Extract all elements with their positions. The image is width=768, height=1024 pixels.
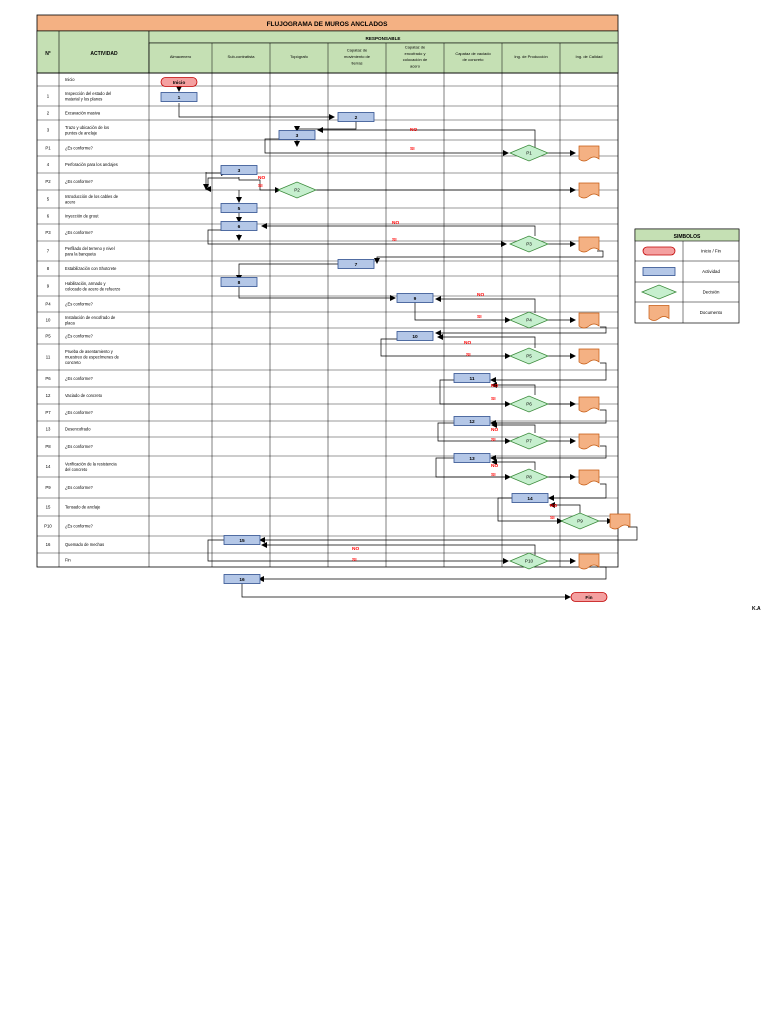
page-title: FLUJOGRAMA DE MUROS ANCLADOS (266, 21, 388, 28)
end-terminal-label: Fin (585, 595, 593, 601)
connector-line (265, 139, 508, 153)
row-activity: Inicio (65, 77, 75, 83)
decision-label: P8 (526, 474, 532, 480)
no-label: NO (410, 128, 418, 133)
yes-label: SI (550, 516, 555, 521)
document-shape (579, 349, 599, 364)
activity-box-label: 3 (295, 134, 299, 139)
decision-label: P10 (524, 558, 534, 564)
role-header-3: Capataz de (346, 47, 368, 53)
row-num: 15 (45, 504, 51, 510)
connector-line (239, 286, 395, 298)
row-activity: Verificación de la resistencia (65, 461, 117, 467)
connector-line (206, 178, 239, 189)
decision-label: P1 (526, 150, 532, 156)
document-shape (610, 514, 630, 529)
yes-label: SI (352, 558, 357, 563)
no-label: NO (491, 428, 499, 433)
decision-label: P6 (526, 401, 532, 407)
activity-box-label: 1 (177, 96, 181, 101)
yes-label: SI (491, 397, 496, 402)
row-activity: del concreto (65, 466, 88, 472)
activity-box-label: 6 (237, 225, 241, 230)
row-activity: Perforación para los anclajes (65, 162, 118, 168)
connector-line (491, 446, 606, 458)
activity-box-label: 7 (354, 263, 358, 268)
row-activity: Vaciado de concreto (65, 393, 103, 399)
start-terminal-label: Inicio (172, 80, 186, 86)
row-num: 4 (46, 162, 50, 168)
activity-box-label: 15 (239, 539, 245, 544)
connector-line (259, 567, 606, 579)
connector-line (440, 380, 510, 404)
row-activity: ¿Es conforme? (65, 333, 93, 339)
row-activity: placa (65, 320, 75, 326)
row-activity: ¿Es conforme? (65, 523, 93, 529)
connector-line (377, 251, 603, 263)
yes-label: SI (392, 238, 397, 243)
connector-line (242, 583, 570, 597)
row-activity: ¿Es conforme? (65, 145, 93, 151)
row-activity: puntos de anclaje (65, 130, 98, 136)
connector-line (262, 226, 535, 236)
row-num: 12 (45, 393, 51, 399)
row-num: 3 (46, 127, 50, 133)
legend-label: Decisión (702, 289, 720, 295)
row-num: 13 (45, 426, 51, 432)
document-shape (579, 237, 599, 252)
decision-label: P3 (526, 241, 532, 247)
row-num: 10 (45, 317, 51, 323)
row-num: 5 (46, 196, 50, 202)
connector-line (492, 425, 535, 433)
role-header-4: Capataz de (404, 44, 426, 50)
role-header-4: encofrado y (404, 50, 426, 56)
connector-line (415, 302, 510, 320)
activity-box-label: 3 (237, 169, 241, 174)
activity-box-label: 5 (237, 207, 241, 212)
row-activity: colocado de acero de refuerzo (65, 286, 121, 292)
connector-line (262, 545, 535, 555)
connector-line (492, 385, 535, 395)
role-header-0: Almacenero (169, 54, 192, 59)
header-activity: ACTIVIDAD (90, 51, 118, 57)
activity-box-label: 12 (469, 420, 475, 425)
role-header-2: Topógrafo (290, 54, 308, 59)
document-shape (579, 146, 599, 161)
row-activity: muestreo de especímenes de (65, 354, 119, 360)
row-num: P5 (45, 333, 51, 339)
activity-box-label: 14 (527, 497, 533, 502)
row-activity: para la banqueta (65, 251, 96, 257)
role-header-3: movimiento de (343, 54, 371, 59)
role-header-1: Sub-contratista (227, 54, 255, 59)
connector-line (381, 339, 510, 356)
row-num: 16 (45, 542, 51, 548)
activity-box-label: 9 (413, 297, 417, 302)
row-activity: Inyección de grout (65, 213, 99, 219)
row-activity: Inspección del estado del (65, 90, 112, 96)
no-label: NO (464, 341, 472, 346)
document-shape (579, 434, 599, 449)
legend-process-icon (643, 268, 675, 276)
row-texts (44, 77, 121, 562)
row-activity: ¿Es conforme? (65, 485, 93, 491)
activity-box-label: 16 (239, 578, 245, 583)
row-activity: ¿Es conforme? (65, 301, 93, 307)
row-num: P2 (45, 179, 51, 185)
row-num: P1 (45, 145, 51, 151)
no-label: NO (392, 221, 400, 226)
activity-box-label: 11 (469, 377, 475, 382)
decision-label: P7 (526, 438, 532, 444)
legend-title: SIMBOLOS (673, 234, 701, 240)
document-shape (579, 397, 599, 412)
row-num: P4 (45, 301, 51, 307)
activity-box-label: 8 (237, 281, 241, 286)
row-num: 8 (46, 266, 50, 272)
row-num: P7 (45, 410, 51, 416)
decision-label: P4 (526, 317, 532, 323)
header-responsible: RESPONSABLE (365, 36, 401, 41)
role-header-6: Ing. de Producción (514, 54, 548, 59)
role-header-4: colocación de (402, 57, 428, 63)
no-label: NO (258, 176, 266, 181)
row-activity: Fin (65, 557, 71, 563)
yes-label: SI (491, 473, 496, 478)
yes-label: SI (410, 147, 415, 152)
row-activity: ¿Es conforme? (65, 230, 93, 236)
yes-label: SI (466, 353, 471, 358)
document-shape (579, 313, 599, 328)
yes-label: SI (477, 315, 482, 320)
row-num: P9 (45, 485, 51, 491)
row-activity: Introducción de los cables de (65, 193, 119, 199)
no-label: NO (491, 384, 499, 389)
row-activity: Estabilización con Shotcrete (65, 266, 117, 272)
role-header-4: acero (409, 63, 421, 69)
row-num: 6 (46, 213, 50, 219)
connector-line (208, 230, 506, 244)
yes-label: SI (258, 184, 263, 189)
row-num: 14 (45, 464, 51, 470)
connector-line (179, 103, 334, 117)
no-label: NO (491, 464, 499, 469)
role-header-7: Ing. de Calidad (575, 54, 603, 59)
row-activity: Quemado de mechas (65, 542, 105, 548)
row-activity: Habilitación, armado y (65, 280, 106, 286)
role-header-3: tierras (351, 60, 363, 66)
connector-line (318, 130, 535, 148)
yes-label: SI (491, 438, 496, 443)
row-activity: acero (65, 199, 76, 205)
document-shape (579, 470, 599, 485)
decision-label: P5 (526, 353, 532, 359)
author-initials: K.A (752, 606, 761, 612)
row-activity: Tensado de anclaje (65, 504, 101, 510)
row-num: P6 (45, 376, 51, 382)
row-activity: ¿Es conforme? (65, 410, 93, 416)
role-header-5: Capataz de vaciado (455, 50, 491, 56)
connector-line (438, 337, 535, 348)
row-activity: Instalación de encofrado de (65, 314, 116, 320)
no-label: NO (550, 504, 558, 509)
activity-box-label: 10 (412, 335, 418, 340)
activity-box-label: 13 (469, 457, 475, 462)
decision-label: P9 (577, 518, 583, 524)
row-activity: concreto (65, 360, 81, 366)
header-num: N° (45, 51, 51, 57)
row-num: 1 (46, 93, 50, 99)
row-activity: material y los planos (65, 96, 103, 102)
row-num: P8 (45, 444, 51, 450)
row-activity: ¿Es conforme? (65, 444, 93, 450)
role-header-5: de concreto (462, 57, 484, 63)
no-label: NO (477, 293, 485, 298)
row-activity: Prueba de asentamiento y (65, 349, 113, 354)
legend-label: Actividad (702, 269, 720, 275)
row-num: 11 (45, 354, 51, 360)
row-num: P3 (45, 230, 51, 236)
row-activity: Trazo y ubicación de los (65, 124, 109, 130)
row-activity: ¿Es conforme? (65, 376, 93, 382)
row-activity: ¿Es conforme? (65, 179, 93, 185)
row-num: P10 (44, 523, 52, 529)
document-shape (579, 183, 599, 198)
legend-label: Documento (699, 310, 723, 316)
activity-box-label: 2 (354, 116, 358, 121)
decision-label: P2 (294, 187, 300, 193)
row-activity: Excavación masiva (65, 110, 101, 116)
legend-label: Inicio / Fin (700, 248, 722, 254)
no-label: NO (352, 547, 360, 552)
connector-line (491, 363, 606, 380)
row-num: 2 (46, 110, 50, 116)
connector-line (436, 299, 535, 313)
row-num: 7 (46, 248, 50, 254)
row-num: 9 (46, 283, 50, 289)
row-activity: Perfilado del terreno y nivel (65, 245, 115, 251)
row-activity: Desencofrado (65, 426, 91, 432)
legend (635, 229, 739, 323)
legend-terminal-icon (643, 247, 675, 255)
connector-line (549, 484, 606, 498)
